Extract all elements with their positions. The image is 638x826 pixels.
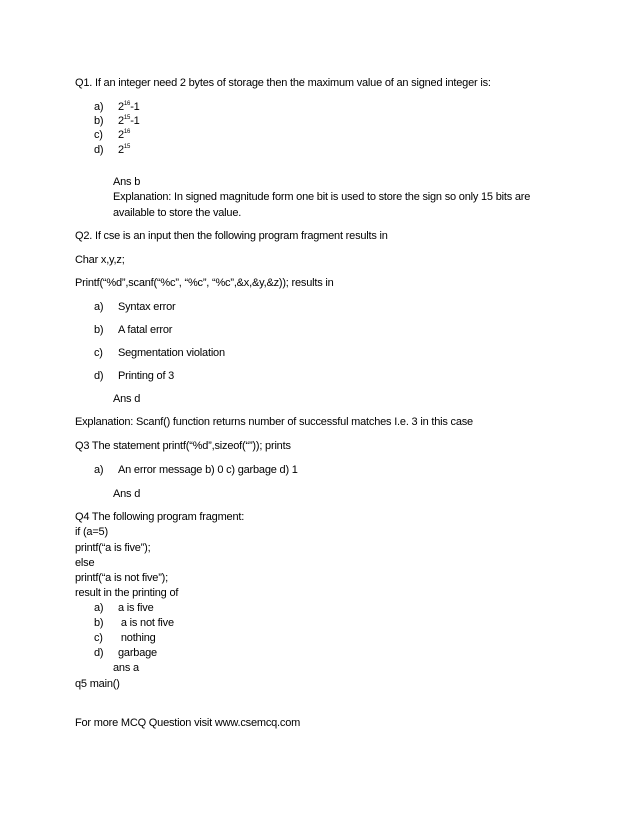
option-marker: b) [94,324,104,336]
q4-code-line-2: printf(“a is five”); [75,542,151,554]
q4-option-b [94,616,174,630]
option-text: An error message b) 0 c) garbage d) 1 [118,464,298,476]
option-marker: d) [94,144,104,156]
option-rest: -1 [130,101,140,113]
option-text: Syntax error [118,301,176,313]
option-text: a is not five [118,617,174,629]
option-base: 2 [118,101,124,113]
option-marker: c) [94,632,103,644]
q4-code-line-3: else [75,557,95,569]
q4-question: Q4 The following program fragment: [75,511,245,523]
q1-answer: Ans b [113,176,141,188]
option-text: A fatal error [118,324,173,336]
q4-answer: ans a [113,662,139,674]
option-marker: d) [94,647,104,659]
option-marker: a) [94,464,104,476]
option-text: Printing of 3 [118,370,175,382]
q1-option-a [94,100,140,114]
q3-answer: Ans d [113,488,141,500]
q1-option-c [94,128,130,142]
q1-explanation-line-2: available to store the value. [113,207,242,219]
option-base: 2 [118,144,124,156]
option-marker: a) [94,602,104,614]
q4-code-line-1: if (a=5) [75,526,108,538]
option-rest: -1 [130,115,140,127]
option-text: Segmentation violation [118,347,225,359]
option-base: 2 [118,129,124,141]
q1-question: Q1. If an integer need 2 bytes of storage then the maximum value of an signed integer is: [75,77,491,89]
q2-option-d [94,369,174,383]
option-base: 2 [118,115,124,127]
q4-code-line-4: printf(“a is not five”); [75,572,169,584]
q4-lead: result in the printing of [75,587,179,599]
q4-option-d [94,646,157,660]
option-exponent: 15 [123,144,131,150]
q1-explanation-line-1: Explanation: In signed magnitude form one bit is used to store the sign so only 15 bits are [113,191,531,203]
option-marker: a) [94,301,104,313]
q2-option-c [94,346,225,360]
q3-options [94,463,298,477]
option-marker: b) [94,617,104,629]
q2-option-a [94,300,176,314]
option-exponent: 16 [123,101,131,107]
option-text: garbage [118,647,157,659]
q2-code-line-1: Char x,y,z; [75,254,125,266]
q2-question: Q2. If cse is an input then the following program fragment results in [75,230,388,242]
q5-label: q5 main() [75,678,120,690]
option-exponent: 15 [123,115,131,121]
q4-option-c [94,631,156,645]
option-marker: d) [94,370,104,382]
q2-explanation: Explanation: Scanf() function returns number of successful matches I.e. 3 in this case [75,416,473,428]
option-text: nothing [118,632,156,644]
option-text: a is five [118,602,154,614]
option-marker: a) [94,101,104,113]
option-exponent: 16 [123,129,131,135]
option-marker: c) [94,347,103,359]
footer-link-text: For more MCQ Question visit www.csemcq.com [75,717,301,729]
option-marker: c) [94,129,103,141]
q1-option-b [94,114,140,128]
q4-option-a [94,601,154,615]
option-marker: b) [94,115,104,127]
q1-option-d [94,143,130,157]
q2-answer: Ans d [113,393,141,405]
q3-question: Q3 The statement printf(“%d”,sizeof(“”)); prints [75,440,291,452]
q2-option-b [94,323,172,337]
q2-code-line-2: Printf(“%d”,scanf(“%c”, “%c”, “%c”,&x,&y,&z)); results in [75,277,334,289]
